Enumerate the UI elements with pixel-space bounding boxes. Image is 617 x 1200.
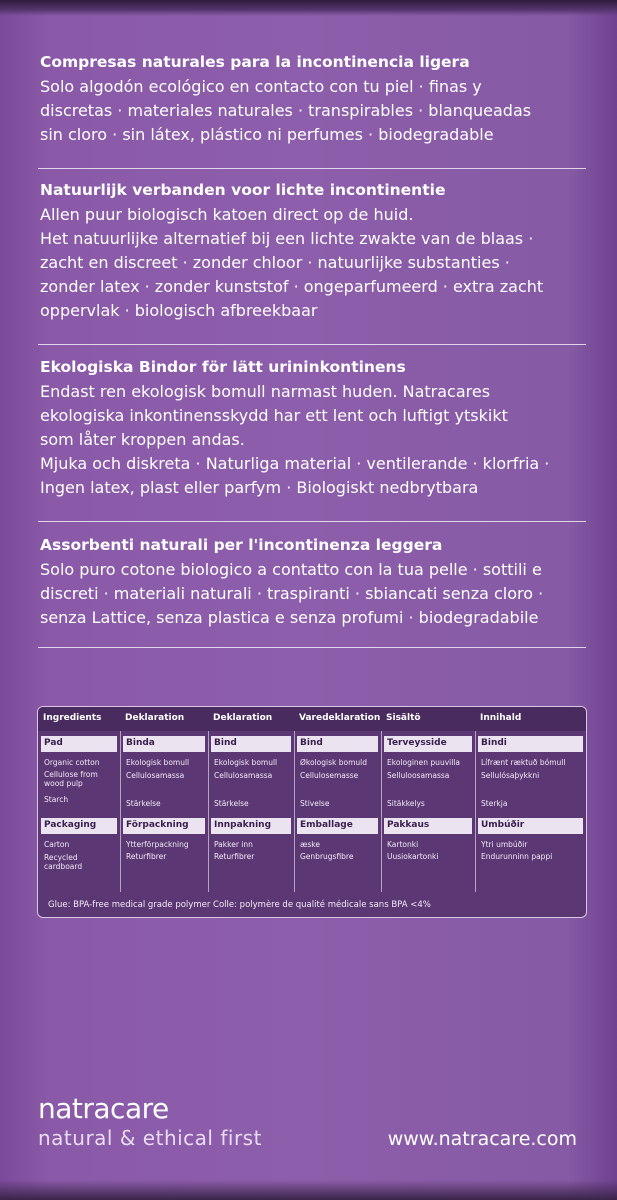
pad-band xyxy=(478,736,583,752)
ingredient-item: Økologisk bomuld xyxy=(300,758,367,767)
divider xyxy=(38,647,586,648)
brand-tagline: natural & ethical first xyxy=(38,1126,262,1150)
ingredient-item: Sellulósaþykkni xyxy=(481,771,540,780)
ingredients-column-danish xyxy=(294,707,381,892)
ingredient-item: Ekologisk bomull xyxy=(214,758,278,767)
section-line: Mjuka och diskreta · Naturliga material · ventilerande · klorfria · xyxy=(40,454,550,473)
ingredient-item: Ekologinen puuvilla xyxy=(387,758,460,767)
pad-band xyxy=(384,736,472,752)
section-line: zonder latex · zonder kunststof · ongeparfumeerd · extra zacht xyxy=(40,277,544,296)
band-label: Innpakning xyxy=(214,820,272,830)
section-title: Assorbenti naturali per l'incontinenza leggera xyxy=(40,536,443,554)
ingredient-item: Cellulosamassa xyxy=(126,771,185,780)
ingredients-column-finnish xyxy=(381,707,475,892)
band-label: Pad xyxy=(44,738,63,748)
ingredient-item: Recycled xyxy=(44,853,78,862)
ingredient-item: Ytterförpackning xyxy=(126,840,189,849)
section-line: ekologiska inkontinensskydd har ett lent och luftigt ytskikt xyxy=(40,406,508,425)
ingredient-item: æske xyxy=(300,840,320,849)
ingredient-item: Ytri umbúðir xyxy=(481,840,528,849)
band-label: Bindi xyxy=(481,738,507,748)
ingredient-item: Sterkja xyxy=(481,799,508,808)
ingredients-column-swedish xyxy=(120,707,208,892)
ingredient-item: Lífrænt ræktuð bómull xyxy=(481,758,566,767)
ingredient-item: Stärkelse xyxy=(126,799,161,808)
ingredient-item: Selluloosamassa xyxy=(387,771,450,780)
ingredient-item: Cellulosemasse xyxy=(300,771,359,780)
section-line: Solo algodón ecológico en contacto con tu piel · finas y xyxy=(40,77,482,96)
divider xyxy=(38,344,586,345)
ingredients-column-norwegian xyxy=(208,707,294,892)
section-line: Het natuurlijke alternatief bij een lichte zwakte van de blaas · xyxy=(40,229,534,248)
section-line: Ingen latex, plast eller parfym · Biologiskt nedbrytbara xyxy=(40,478,479,497)
ingredient-item: Starch xyxy=(44,795,69,804)
column-header: Deklaration xyxy=(213,713,273,723)
ingredients-column-english xyxy=(38,707,120,892)
section-line: oppervlak · biologisch afbreekbaar xyxy=(40,301,318,320)
packaging-band xyxy=(478,818,583,834)
section-title: Natuurlijk verbanden voor lichte incontinentie xyxy=(40,181,446,199)
website-url: www.natracare.com xyxy=(387,1128,577,1150)
band-label: Emballage xyxy=(300,820,353,830)
divider xyxy=(38,168,586,169)
column-header: Deklaration xyxy=(125,713,185,723)
section-italian xyxy=(40,535,590,630)
packaging-band xyxy=(123,818,205,834)
ingredient-item: Endurunninn pappi xyxy=(481,852,553,861)
section-line: Allen puur biologisch katoen direct op de huid. xyxy=(40,205,414,224)
ingredient-item: Returfibrer xyxy=(214,852,255,861)
section-line: Solo puro cotone biologico a contatto con la tua pelle · sottili e xyxy=(40,560,542,579)
section-line: Endast ren ekologisk bomull narmast huden. Natracares xyxy=(40,382,491,401)
section-line: zacht en discreet · zonder chloor · natuurlijke substanties · xyxy=(40,253,510,272)
column-header: Varedeklaration xyxy=(299,713,381,723)
band-label: Förpackning xyxy=(126,820,189,830)
band-label: Bind xyxy=(214,738,237,748)
packaging-band xyxy=(384,818,472,834)
band-label: Packaging xyxy=(44,820,97,830)
pad-band xyxy=(211,736,291,752)
ingredient-item: Genbrugsfibre xyxy=(300,852,354,861)
section-line: sin cloro · sin látex, plástico ni perfumes · biodegradable xyxy=(40,125,494,144)
section-spanish xyxy=(40,52,590,147)
ingredient-item: Cellulosamassa xyxy=(214,771,273,780)
brand-logo-text: natracare xyxy=(38,1092,169,1125)
section-title: Compresas naturales para la incontinencia ligera xyxy=(40,53,470,71)
packaging-band xyxy=(41,818,117,834)
section-line: som låter kroppen andas. xyxy=(40,430,245,449)
pad-band xyxy=(297,736,378,752)
ingredient-item: cardboard xyxy=(44,862,83,871)
column-header: Ingredients xyxy=(43,713,102,723)
ingredients-table xyxy=(37,706,587,918)
band-label: Terveysside xyxy=(387,738,447,748)
section-line: discretas · materiales naturales · transpirables · blanqueadas xyxy=(40,101,532,120)
ingredient-item: Uusiokartonki xyxy=(387,852,439,861)
glue-note: Glue: BPA-free medical grade polymer Colle: polymère de qualité médicale sans BPA <4% xyxy=(48,900,431,910)
packaging-band xyxy=(211,818,291,834)
ingredient-item: Carton xyxy=(44,840,70,849)
band-label: Bind xyxy=(300,738,323,748)
pad-band xyxy=(41,736,117,752)
ingredient-item: Returfibrer xyxy=(126,852,167,861)
pad-band xyxy=(123,736,205,752)
ingredient-item: wood pulp xyxy=(44,779,83,788)
ingredient-item: Ekologisk bomull xyxy=(126,758,190,767)
ingredients-column-icelandic xyxy=(475,707,586,892)
ingredient-item: Cellulose from xyxy=(44,770,98,779)
ingredient-item: Stivelse xyxy=(300,799,330,808)
band-label: Pakkaus xyxy=(387,820,430,830)
band-label: Binda xyxy=(126,738,155,748)
column-header: Sisältö xyxy=(386,713,421,723)
section-dutch xyxy=(40,180,590,323)
ingredient-item: Organic cotton xyxy=(44,758,100,767)
section-line: senza Lattice, senza plastica e senza profumi · biodegradabile xyxy=(40,608,539,627)
ingredient-item: Pakker inn xyxy=(214,840,253,849)
column-header: Innihald xyxy=(480,713,522,723)
ingredient-item: Sitäkkelys xyxy=(387,799,425,808)
divider xyxy=(38,521,586,522)
section-line: discreti · materiali naturali · traspiranti · sbiancati senza cloro · xyxy=(40,584,544,603)
ingredient-item: Stärkelse xyxy=(214,799,249,808)
section-swedish xyxy=(40,357,590,500)
packaging-band xyxy=(297,818,378,834)
section-title: Ekologiska Bindor för lätt urininkontinens xyxy=(40,358,406,376)
ingredient-item: Kartonki xyxy=(387,840,419,849)
band-label: Umbúðir xyxy=(481,820,525,830)
